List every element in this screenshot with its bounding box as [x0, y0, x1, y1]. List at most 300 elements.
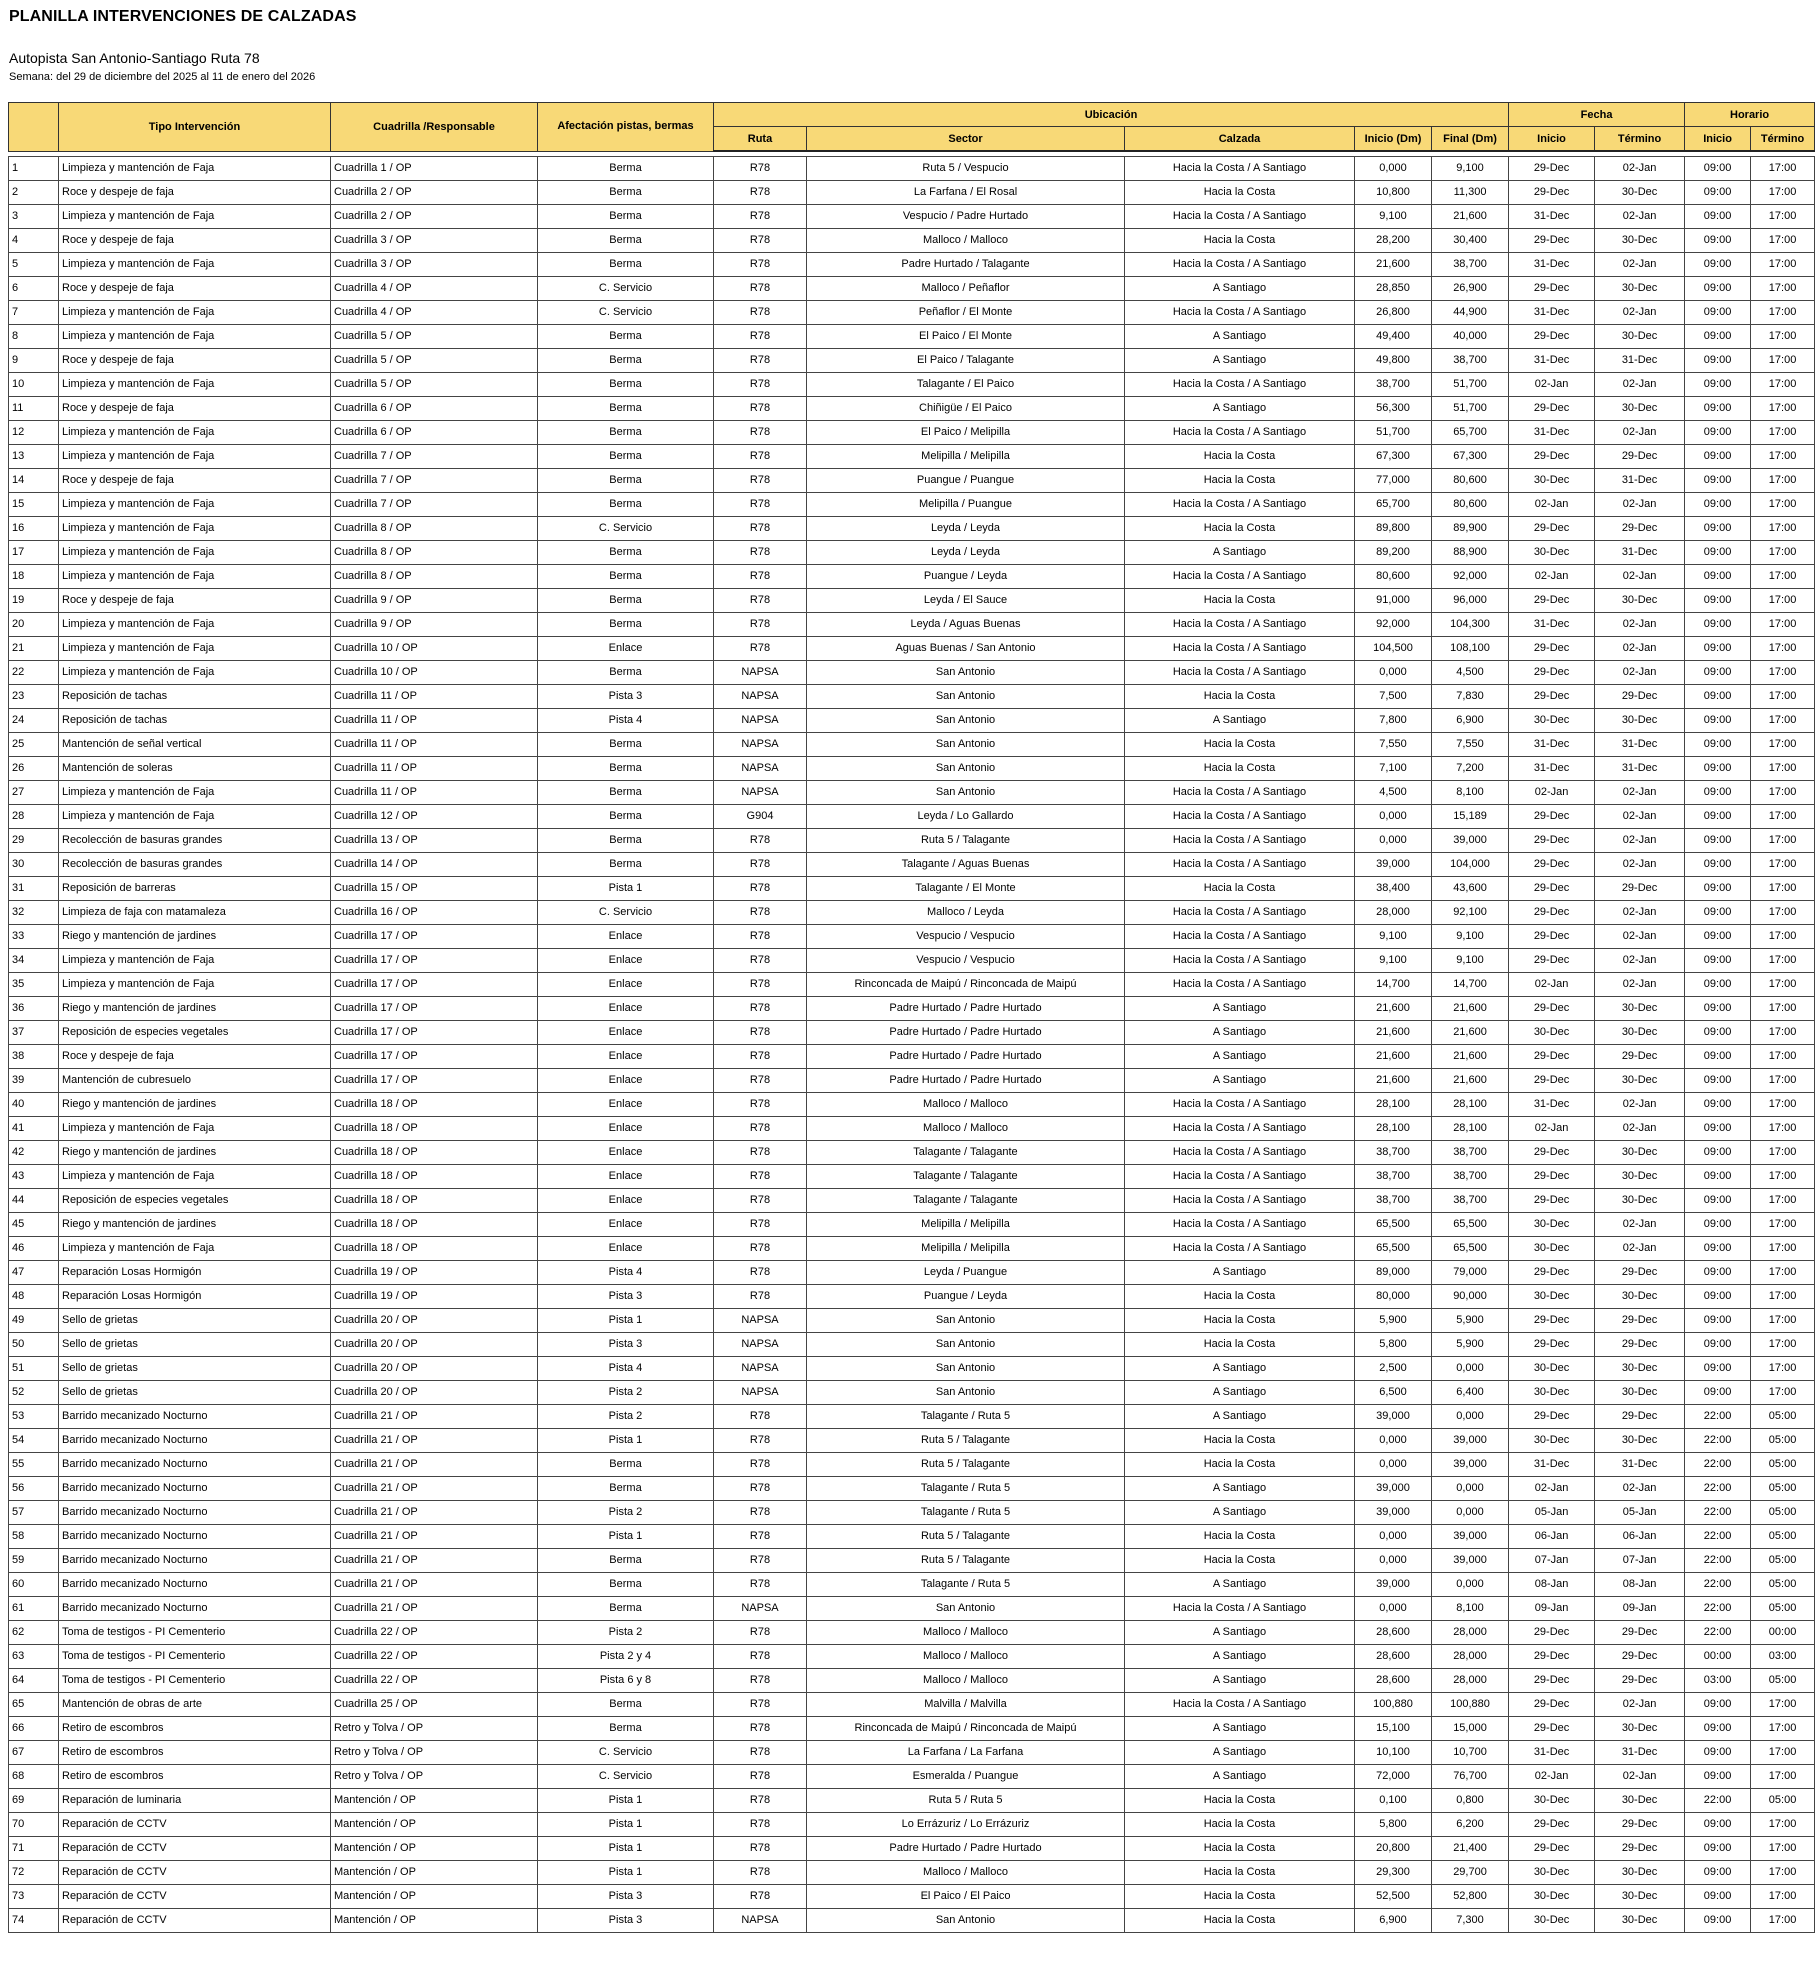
cell-hora-termino: 17:00 — [1751, 1260, 1815, 1284]
cell-sector: Malloco / Malloco — [807, 1092, 1125, 1116]
cell-final-dm: 21,400 — [1432, 1836, 1509, 1860]
cell-tipo-intervencion: Roce y despeje de faja — [59, 468, 331, 492]
cell-inicio-dm: 15,100 — [1355, 1716, 1432, 1740]
cell-hora-inicio: 09:00 — [1685, 1308, 1751, 1332]
cell-fecha-inicio: 29-Dec — [1509, 1644, 1595, 1668]
table-row — [9, 1044, 1815, 1068]
cell-inicio-dm: 89,200 — [1355, 540, 1432, 564]
cell-tipo-intervencion: Limpieza y mantención de Faja — [59, 444, 331, 468]
cell-afectacion: Pista 1 — [538, 1836, 714, 1860]
cell-inicio-dm: 67,300 — [1355, 444, 1432, 468]
cell-afectacion: Berma — [538, 852, 714, 876]
cell-fecha-inicio: 31-Dec — [1509, 1740, 1595, 1764]
cell-final-dm: 80,600 — [1432, 468, 1509, 492]
cell-cuadrilla: Mantención / OP — [331, 1788, 538, 1812]
table-row — [9, 1068, 1815, 1092]
cell-hora-inicio: 09:00 — [1685, 948, 1751, 972]
cell-hora-termino: 05:00 — [1751, 1476, 1815, 1500]
cell-cuadrilla: Mantención / OP — [331, 1860, 538, 1884]
table-row — [9, 852, 1815, 876]
cell-inicio-dm: 91,000 — [1355, 588, 1432, 612]
table-row — [9, 1308, 1815, 1332]
cell-cuadrilla: Cuadrilla 21 / OP — [331, 1404, 538, 1428]
cell-tipo-intervencion: Roce y despeje de faja — [59, 588, 331, 612]
cell-fecha-inicio: 29-Dec — [1509, 1812, 1595, 1836]
cell-calzada: A Santiago — [1125, 1572, 1355, 1596]
cell-afectacion: C. Servicio — [538, 276, 714, 300]
cell-hora-inicio: 09:00 — [1685, 732, 1751, 756]
cell-calzada: A Santiago — [1125, 1404, 1355, 1428]
cell-calzada: Hacia la Costa / A Santiago — [1125, 948, 1355, 972]
cell-afectacion: Berma — [538, 252, 714, 276]
cell-ruta: R78 — [714, 1092, 807, 1116]
cell-calzada: Hacia la Costa / A Santiago — [1125, 636, 1355, 660]
cell-cuadrilla: Cuadrilla 7 / OP — [331, 492, 538, 516]
cell-ruta: R78 — [714, 324, 807, 348]
cell-sector: San Antonio — [807, 1380, 1125, 1404]
cell-hora-termino: 17:00 — [1751, 756, 1815, 780]
cell-hora-inicio: 09:00 — [1685, 564, 1751, 588]
cell-final-dm: 7,300 — [1432, 1908, 1509, 1932]
table-row — [9, 1812, 1815, 1836]
cell-final-dm: 5,900 — [1432, 1308, 1509, 1332]
cell-sector: Melipilla / Melipilla — [807, 444, 1125, 468]
cell-hora-termino: 17:00 — [1751, 1212, 1815, 1236]
cell-row-number: 4 — [9, 228, 59, 252]
cell-row-number: 71 — [9, 1836, 59, 1860]
cell-final-dm: 21,600 — [1432, 996, 1509, 1020]
cell-hora-termino: 17:00 — [1751, 204, 1815, 228]
cell-fecha-inicio: 29-Dec — [1509, 156, 1595, 180]
cell-calzada: Hacia la Costa / A Santiago — [1125, 204, 1355, 228]
table-row — [9, 1908, 1815, 1932]
cell-inicio-dm: 39,000 — [1355, 1476, 1432, 1500]
cell-ruta: R78 — [714, 1836, 807, 1860]
cell-cuadrilla: Cuadrilla 21 / OP — [331, 1548, 538, 1572]
interventions-table — [8, 102, 1815, 1933]
cell-afectacion: Pista 3 — [538, 1284, 714, 1308]
cell-fecha-termino: 30-Dec — [1595, 1716, 1685, 1740]
cell-fecha-termino: 30-Dec — [1595, 1788, 1685, 1812]
cell-hora-termino: 17:00 — [1751, 420, 1815, 444]
cell-final-dm: 44,900 — [1432, 300, 1509, 324]
cell-hora-termino: 17:00 — [1751, 492, 1815, 516]
col-fecha-termino-header: Término — [1595, 127, 1685, 152]
cell-ruta: R78 — [714, 1164, 807, 1188]
table-row — [9, 972, 1815, 996]
cell-cuadrilla: Cuadrilla 18 / OP — [331, 1212, 538, 1236]
cell-fecha-inicio: 29-Dec — [1509, 660, 1595, 684]
col-cuadrilla-header: Cuadrilla /Responsable — [331, 103, 538, 152]
cell-cuadrilla: Cuadrilla 25 / OP — [331, 1692, 538, 1716]
cell-tipo-intervencion: Limpieza y mantención de Faja — [59, 300, 331, 324]
cell-inicio-dm: 28,000 — [1355, 900, 1432, 924]
cell-fecha-termino: 06-Jan — [1595, 1524, 1685, 1548]
table-row — [9, 1380, 1815, 1404]
cell-sector: Ruta 5 / Talagante — [807, 1428, 1125, 1452]
cell-calzada: Hacia la Costa — [1125, 228, 1355, 252]
cell-inicio-dm: 72,000 — [1355, 1764, 1432, 1788]
cell-ruta: R78 — [714, 1188, 807, 1212]
cell-fecha-termino: 30-Dec — [1595, 1380, 1685, 1404]
cell-row-number: 27 — [9, 780, 59, 804]
cell-final-dm: 38,700 — [1432, 348, 1509, 372]
cell-fecha-inicio: 31-Dec — [1509, 732, 1595, 756]
cell-final-dm: 5,900 — [1432, 1332, 1509, 1356]
cell-ruta: R78 — [714, 588, 807, 612]
cell-hora-inicio: 09:00 — [1685, 1260, 1751, 1284]
cell-fecha-termino: 02-Jan — [1595, 1692, 1685, 1716]
cell-tipo-intervencion: Sello de grietas — [59, 1380, 331, 1404]
cell-cuadrilla: Cuadrilla 13 / OP — [331, 828, 538, 852]
cell-hora-termino: 17:00 — [1751, 1740, 1815, 1764]
cell-afectacion: Pista 1 — [538, 1428, 714, 1452]
cell-calzada: Hacia la Costa — [1125, 1428, 1355, 1452]
cell-fecha-inicio: 30-Dec — [1509, 1884, 1595, 1908]
cell-tipo-intervencion: Reparación de CCTV — [59, 1860, 331, 1884]
table-row — [9, 540, 1815, 564]
cell-tipo-intervencion: Reposición de especies vegetales — [59, 1188, 331, 1212]
cell-calzada: A Santiago — [1125, 348, 1355, 372]
cell-ruta: R78 — [714, 948, 807, 972]
cell-hora-termino: 17:00 — [1751, 780, 1815, 804]
cell-hora-inicio: 09:00 — [1685, 996, 1751, 1020]
cell-hora-termino: 05:00 — [1751, 1500, 1815, 1524]
cell-ruta: R78 — [714, 396, 807, 420]
cell-final-dm: 100,880 — [1432, 1692, 1509, 1716]
cell-final-dm: 104,300 — [1432, 612, 1509, 636]
cell-hora-termino: 17:00 — [1751, 1068, 1815, 1092]
cell-sector: Leyda / Puangue — [807, 1260, 1125, 1284]
cell-ruta: R78 — [714, 924, 807, 948]
cell-afectacion: Berma — [538, 372, 714, 396]
cell-hora-inicio: 09:00 — [1685, 900, 1751, 924]
cell-hora-inicio: 09:00 — [1685, 684, 1751, 708]
cell-ruta: R78 — [714, 1116, 807, 1140]
cell-fecha-inicio: 02-Jan — [1509, 1764, 1595, 1788]
cell-row-number: 45 — [9, 1212, 59, 1236]
cell-final-dm: 39,000 — [1432, 1428, 1509, 1452]
cell-fecha-termino: 02-Jan — [1595, 924, 1685, 948]
cell-ruta: R78 — [714, 156, 807, 180]
cell-afectacion: Berma — [538, 1596, 714, 1620]
cell-fecha-inicio: 29-Dec — [1509, 324, 1595, 348]
cell-hora-inicio: 09:00 — [1685, 1332, 1751, 1356]
cell-inicio-dm: 49,400 — [1355, 324, 1432, 348]
cell-calzada: Hacia la Costa — [1125, 516, 1355, 540]
cell-ruta: R78 — [714, 996, 807, 1020]
cell-ruta: R78 — [714, 540, 807, 564]
cell-tipo-intervencion: Reposición de tachas — [59, 708, 331, 732]
cell-row-number: 9 — [9, 348, 59, 372]
cell-ruta: R78 — [714, 300, 807, 324]
cell-fecha-inicio: 30-Dec — [1509, 708, 1595, 732]
cell-hora-termino: 17:00 — [1751, 1284, 1815, 1308]
cell-tipo-intervencion: Riego y mantención de jardines — [59, 1212, 331, 1236]
cell-row-number: 57 — [9, 1500, 59, 1524]
cell-row-number: 47 — [9, 1260, 59, 1284]
cell-fecha-termino: 02-Jan — [1595, 828, 1685, 852]
table-row — [9, 156, 1815, 180]
cell-hora-inicio: 09:00 — [1685, 1092, 1751, 1116]
cell-hora-termino: 17:00 — [1751, 876, 1815, 900]
cell-cuadrilla: Cuadrilla 9 / OP — [331, 588, 538, 612]
cell-inicio-dm: 7,500 — [1355, 684, 1432, 708]
cell-sector: Leyda / Leyda — [807, 516, 1125, 540]
cell-cuadrilla: Cuadrilla 20 / OP — [331, 1380, 538, 1404]
cell-final-dm: 65,700 — [1432, 420, 1509, 444]
cell-afectacion: Pista 2 — [538, 1380, 714, 1404]
cell-final-dm: 21,600 — [1432, 1020, 1509, 1044]
cell-row-number: 29 — [9, 828, 59, 852]
cell-ruta: R78 — [714, 1692, 807, 1716]
cell-sector: Ruta 5 / Ruta 5 — [807, 1788, 1125, 1812]
cell-tipo-intervencion: Toma de testigos - PI Cementerio — [59, 1668, 331, 1692]
cell-fecha-inicio: 30-Dec — [1509, 1860, 1595, 1884]
cell-cuadrilla: Cuadrilla 17 / OP — [331, 972, 538, 996]
cell-ruta: R78 — [714, 1788, 807, 1812]
table-row — [9, 1092, 1815, 1116]
cell-fecha-termino: 02-Jan — [1595, 1116, 1685, 1140]
cell-cuadrilla: Cuadrilla 17 / OP — [331, 948, 538, 972]
cell-ruta: NAPSA — [714, 1596, 807, 1620]
cell-ruta: R78 — [714, 876, 807, 900]
cell-hora-termino: 05:00 — [1751, 1668, 1815, 1692]
cell-hora-termino: 17:00 — [1751, 156, 1815, 180]
cell-fecha-inicio: 29-Dec — [1509, 1404, 1595, 1428]
cell-afectacion: Enlace — [538, 1044, 714, 1068]
cell-fecha-termino: 31-Dec — [1595, 732, 1685, 756]
cell-hora-termino: 17:00 — [1751, 612, 1815, 636]
cell-fecha-inicio: 31-Dec — [1509, 1452, 1595, 1476]
cell-fecha-inicio: 08-Jan — [1509, 1572, 1595, 1596]
cell-hora-termino: 17:00 — [1751, 924, 1815, 948]
cell-fecha-inicio: 31-Dec — [1509, 612, 1595, 636]
cell-hora-inicio: 09:00 — [1685, 468, 1751, 492]
cell-fecha-inicio: 29-Dec — [1509, 804, 1595, 828]
cell-fecha-termino: 29-Dec — [1595, 1404, 1685, 1428]
cell-fecha-inicio: 29-Dec — [1509, 636, 1595, 660]
cell-inicio-dm: 38,700 — [1355, 1188, 1432, 1212]
col-final-dm-header: Final (Dm) — [1432, 127, 1509, 152]
cell-inicio-dm: 9,100 — [1355, 948, 1432, 972]
table-row — [9, 1260, 1815, 1284]
cell-afectacion: Pista 1 — [538, 1860, 714, 1884]
table-row — [9, 732, 1815, 756]
cell-row-number: 39 — [9, 1068, 59, 1092]
cell-fecha-termino: 02-Jan — [1595, 1236, 1685, 1260]
table-row — [9, 1836, 1815, 1860]
cell-inicio-dm: 104,500 — [1355, 636, 1432, 660]
cell-row-number: 63 — [9, 1644, 59, 1668]
cell-final-dm: 39,000 — [1432, 1524, 1509, 1548]
cell-row-number: 14 — [9, 468, 59, 492]
cell-cuadrilla: Cuadrilla 21 / OP — [331, 1596, 538, 1620]
cell-calzada: Hacia la Costa / A Santiago — [1125, 372, 1355, 396]
cell-tipo-intervencion: Barrido mecanizado Nocturno — [59, 1596, 331, 1620]
cell-fecha-inicio: 30-Dec — [1509, 1284, 1595, 1308]
cell-cuadrilla: Cuadrilla 15 / OP — [331, 876, 538, 900]
cell-hora-termino: 17:00 — [1751, 1020, 1815, 1044]
cell-calzada: Hacia la Costa — [1125, 732, 1355, 756]
cell-row-number: 66 — [9, 1716, 59, 1740]
cell-inicio-dm: 39,000 — [1355, 1572, 1432, 1596]
cell-hora-inicio: 22:00 — [1685, 1572, 1751, 1596]
cell-sector: Melipilla / Melipilla — [807, 1212, 1125, 1236]
cell-row-number: 74 — [9, 1908, 59, 1932]
cell-sector: San Antonio — [807, 708, 1125, 732]
cell-fecha-termino: 02-Jan — [1595, 372, 1685, 396]
cell-tipo-intervencion: Limpieza y mantención de Faja — [59, 1116, 331, 1140]
cell-row-number: 46 — [9, 1236, 59, 1260]
cell-fecha-termino: 30-Dec — [1595, 324, 1685, 348]
cell-hora-termino: 17:00 — [1751, 804, 1815, 828]
cell-fecha-termino: 02-Jan — [1595, 300, 1685, 324]
cell-tipo-intervencion: Retiro de escombros — [59, 1716, 331, 1740]
cell-inicio-dm: 21,600 — [1355, 1068, 1432, 1092]
cell-ruta: R78 — [714, 468, 807, 492]
cell-fecha-termino: 30-Dec — [1595, 276, 1685, 300]
cell-final-dm: 39,000 — [1432, 1452, 1509, 1476]
cell-calzada: Hacia la Costa / A Santiago — [1125, 1212, 1355, 1236]
cell-fecha-termino: 31-Dec — [1595, 540, 1685, 564]
cell-sector: Malloco / Peñaflor — [807, 276, 1125, 300]
table-row — [9, 756, 1815, 780]
cell-hora-inicio: 09:00 — [1685, 852, 1751, 876]
cell-row-number: 1 — [9, 156, 59, 180]
cell-fecha-termino: 29-Dec — [1595, 1044, 1685, 1068]
cell-cuadrilla: Cuadrilla 10 / OP — [331, 636, 538, 660]
cell-hora-termino: 17:00 — [1751, 228, 1815, 252]
cell-tipo-intervencion: Reparación de luminaria — [59, 1788, 331, 1812]
cell-hora-inicio: 22:00 — [1685, 1788, 1751, 1812]
cell-hora-inicio: 09:00 — [1685, 1140, 1751, 1164]
cell-final-dm: 65,500 — [1432, 1212, 1509, 1236]
cell-cuadrilla: Cuadrilla 4 / OP — [331, 300, 538, 324]
cell-fecha-inicio: 30-Dec — [1509, 468, 1595, 492]
cell-final-dm: 28,100 — [1432, 1092, 1509, 1116]
cell-calzada: Hacia la Costa — [1125, 684, 1355, 708]
cell-cuadrilla: Cuadrilla 21 / OP — [331, 1524, 538, 1548]
cell-sector: Ruta 5 / Vespucio — [807, 156, 1125, 180]
table-row — [9, 204, 1815, 228]
cell-hora-inicio: 09:00 — [1685, 1020, 1751, 1044]
cell-fecha-termino: 02-Jan — [1595, 972, 1685, 996]
cell-cuadrilla: Cuadrilla 21 / OP — [331, 1452, 538, 1476]
cell-sector: La Farfana / La Farfana — [807, 1740, 1125, 1764]
cell-hora-inicio: 09:00 — [1685, 1188, 1751, 1212]
cell-hora-inicio: 09:00 — [1685, 492, 1751, 516]
cell-cuadrilla: Mantención / OP — [331, 1908, 538, 1932]
cell-final-dm: 89,900 — [1432, 516, 1509, 540]
table-row — [9, 348, 1815, 372]
cell-fecha-inicio: 29-Dec — [1509, 180, 1595, 204]
cell-hora-inicio: 09:00 — [1685, 1716, 1751, 1740]
cell-afectacion: Pista 4 — [538, 1260, 714, 1284]
cell-final-dm: 15,000 — [1432, 1716, 1509, 1740]
cell-final-dm: 90,000 — [1432, 1284, 1509, 1308]
cell-row-number: 53 — [9, 1404, 59, 1428]
cell-ruta: R78 — [714, 420, 807, 444]
cell-afectacion: Berma — [538, 756, 714, 780]
cell-tipo-intervencion: Mantención de obras de arte — [59, 1692, 331, 1716]
cell-fecha-inicio: 29-Dec — [1509, 516, 1595, 540]
cell-fecha-termino: 30-Dec — [1595, 1140, 1685, 1164]
cell-hora-termino: 17:00 — [1751, 1812, 1815, 1836]
cell-sector: Malvilla / Malvilla — [807, 1692, 1125, 1716]
cell-hora-inicio: 22:00 — [1685, 1452, 1751, 1476]
cell-calzada: Hacia la Costa — [1125, 1836, 1355, 1860]
cell-fecha-termino: 02-Jan — [1595, 612, 1685, 636]
cell-row-number: 49 — [9, 1308, 59, 1332]
cell-calzada: Hacia la Costa / A Santiago — [1125, 660, 1355, 684]
cell-cuadrilla: Mantención / OP — [331, 1836, 538, 1860]
cell-afectacion: Berma — [538, 1572, 714, 1596]
cell-row-number: 43 — [9, 1164, 59, 1188]
cell-hora-termino: 03:00 — [1751, 1644, 1815, 1668]
cell-final-dm: 28,100 — [1432, 1116, 1509, 1140]
table-row — [9, 996, 1815, 1020]
cell-fecha-inicio: 29-Dec — [1509, 900, 1595, 924]
cell-ruta: R78 — [714, 1284, 807, 1308]
col-hora-inicio-header: Inicio — [1685, 127, 1751, 152]
cell-tipo-intervencion: Limpieza y mantención de Faja — [59, 636, 331, 660]
cell-sector: Padre Hurtado / Padre Hurtado — [807, 1068, 1125, 1092]
cell-inicio-dm: 89,800 — [1355, 516, 1432, 540]
cell-row-number: 44 — [9, 1188, 59, 1212]
cell-inicio-dm: 89,000 — [1355, 1260, 1432, 1284]
cell-hora-termino: 17:00 — [1751, 1716, 1815, 1740]
cell-final-dm: 11,300 — [1432, 180, 1509, 204]
cell-final-dm: 79,000 — [1432, 1260, 1509, 1284]
table-row — [9, 300, 1815, 324]
cell-afectacion: Enlace — [538, 1236, 714, 1260]
cell-cuadrilla: Cuadrilla 20 / OP — [331, 1308, 538, 1332]
cell-calzada: A Santiago — [1125, 1668, 1355, 1692]
cell-fecha-termino: 07-Jan — [1595, 1548, 1685, 1572]
cell-hora-termino: 17:00 — [1751, 1332, 1815, 1356]
cell-fecha-termino: 30-Dec — [1595, 996, 1685, 1020]
cell-tipo-intervencion: Barrido mecanizado Nocturno — [59, 1500, 331, 1524]
cell-afectacion: C. Servicio — [538, 1740, 714, 1764]
cell-afectacion: Berma — [538, 732, 714, 756]
cell-calzada: A Santiago — [1125, 1764, 1355, 1788]
cell-fecha-inicio: 02-Jan — [1509, 372, 1595, 396]
cell-calzada: A Santiago — [1125, 996, 1355, 1020]
table-row — [9, 1620, 1815, 1644]
table-row — [9, 780, 1815, 804]
cell-tipo-intervencion: Barrido mecanizado Nocturno — [59, 1428, 331, 1452]
cell-calzada: Hacia la Costa / A Santiago — [1125, 1092, 1355, 1116]
cell-cuadrilla: Cuadrilla 18 / OP — [331, 1092, 538, 1116]
cell-fecha-termino: 02-Jan — [1595, 156, 1685, 180]
cell-hora-inicio: 09:00 — [1685, 348, 1751, 372]
table-row — [9, 828, 1815, 852]
cell-final-dm: 28,000 — [1432, 1668, 1509, 1692]
cell-calzada: Hacia la Costa — [1125, 468, 1355, 492]
cell-fecha-inicio: 29-Dec — [1509, 1140, 1595, 1164]
cell-ruta: R78 — [714, 972, 807, 996]
cell-fecha-termino: 31-Dec — [1595, 348, 1685, 372]
cell-hora-termino: 17:00 — [1751, 828, 1815, 852]
table-row — [9, 1764, 1815, 1788]
cell-cuadrilla: Retro y Tolva / OP — [331, 1764, 538, 1788]
cell-row-number: 33 — [9, 924, 59, 948]
cell-cuadrilla: Cuadrilla 21 / OP — [331, 1476, 538, 1500]
cell-hora-inicio: 09:00 — [1685, 180, 1751, 204]
cell-final-dm: 104,000 — [1432, 852, 1509, 876]
cell-sector: El Paico / Melipilla — [807, 420, 1125, 444]
